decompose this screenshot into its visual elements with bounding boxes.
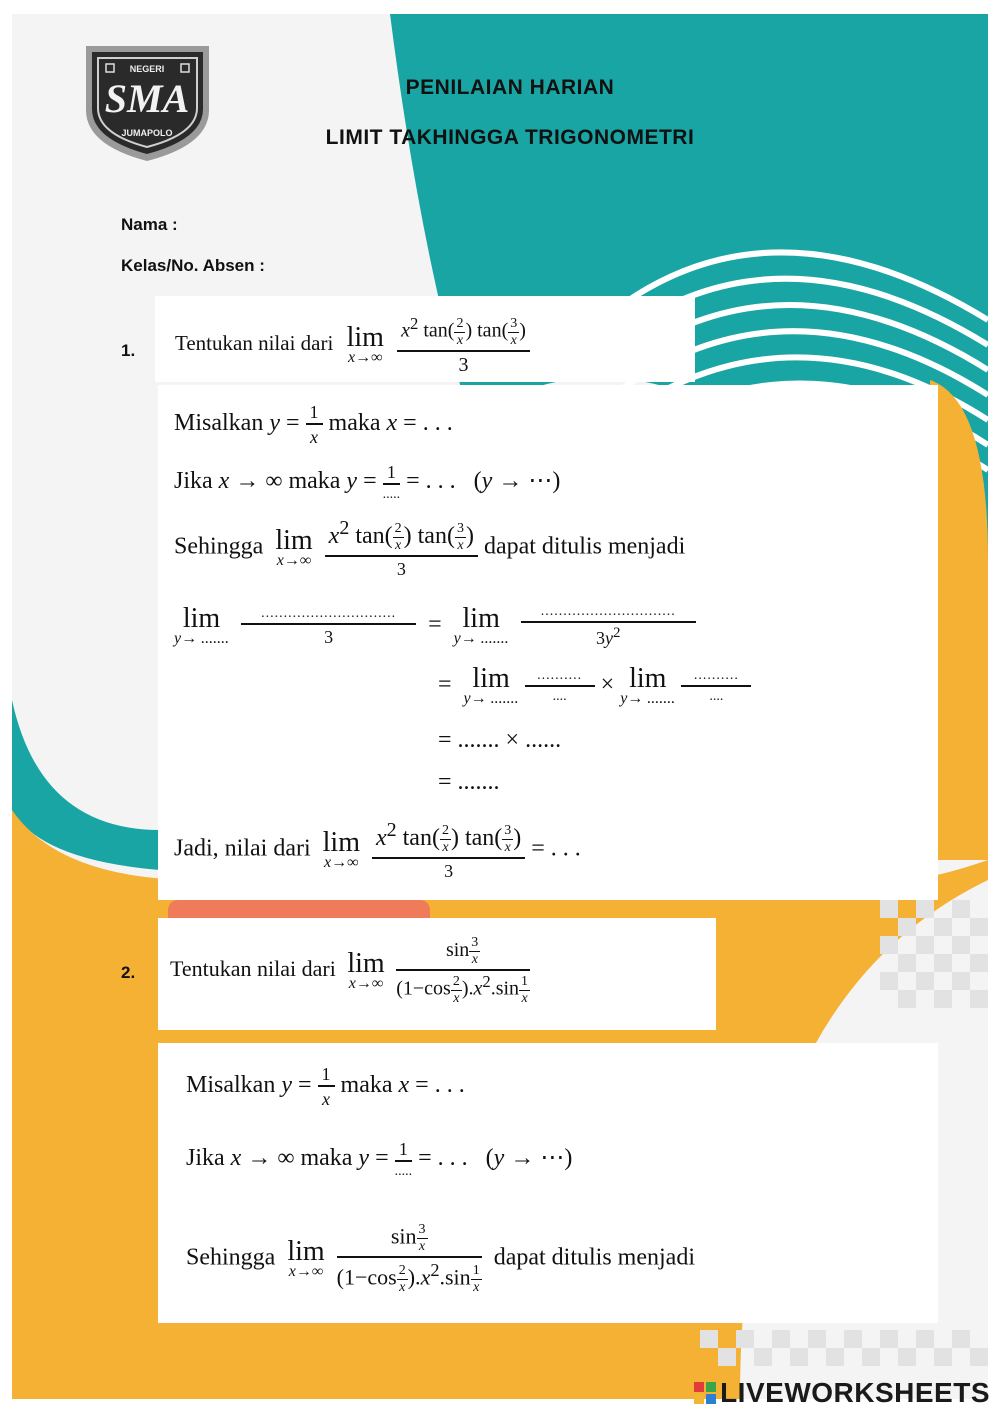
logo-top-text: NEGERI (129, 64, 165, 74)
liveworksheets-watermark (693, 1377, 990, 1409)
school-logo (80, 40, 215, 165)
question-1-work-panel: Misalkan y = $\frac{1}{x}$ maka x = . . . Jika x → ∞ maka y = $\frac{1}{.....}$ = . . . (y → ⋯) Sehingga lim x→∞ $x^2$ tan( $\frac{2}{x}$ ) tan( $\frac{3}{x}$ ) 3 dapat ditulis menjadi lim y→ ....... $\frac{..............................}{3}$ = lim y→ ....... $\frac{..............................}{3y^2}$ = lim y→ ....... $\frac{..........}{....}$ × lim y→ ....... $\frac{..........}{....}$ = ....... × ...... = ....... Jadi, nilai dari lim x→∞ $x^2$ tan( $\frac{2}{x}$ ) tan( $\frac{3}{x}$ ) 3 = . . . (158, 385, 938, 900)
q2-jika: Jika (186, 1145, 225, 1172)
q1-maka-1: maka (328, 410, 381, 437)
question-2-number: 2. (121, 963, 136, 982)
question-1-prompt: Tentukan nilai dari (175, 331, 334, 356)
q2-misalkan: Misalkan (186, 1072, 276, 1099)
logo-monogram: SMA (104, 76, 190, 121)
title-line-2: LIMIT TAKHINGGA TRIGONOMETRI (325, 126, 695, 149)
q1-jadi: Jadi, nilai dari (174, 835, 311, 862)
question-1-prompt-panel: Tentukan nilai dari lim x→∞ $x^2$ tan( $\frac{2}{x}$ ) tan( $\frac{3}{x}$ ) 3 (155, 296, 695, 382)
q1-sehingga: Sehingga (174, 533, 264, 560)
watermark-text: LIVEWORKSHEETS (720, 1377, 990, 1408)
question-2-prompt: Tentukan nilai dari (170, 955, 336, 981)
q1-jika: Jika (174, 468, 213, 495)
q2-dapat: dapat ditulis menjadi (493, 1244, 695, 1271)
q2-sehingga: Sehingga (186, 1244, 276, 1271)
name-label: Nama : (121, 215, 178, 234)
q2-maka-1: maka (340, 1072, 393, 1099)
q1-maka-2: maka (288, 468, 341, 495)
liveworksheets-logo-icon (693, 1381, 717, 1405)
question-2-prompt-panel: Tentukan nilai dari lim x→∞ sin $\frac{3}{x}$ (1−cos $\frac{2}{x}$ )$.x^2.\sin$ $\frac{1}{x}$ (158, 918, 716, 1030)
q2-maka-2: maka (300, 1145, 353, 1172)
class-label: Kelas/No. Absen : (121, 256, 265, 275)
q1-dapat: dapat ditulis menjadi (483, 533, 686, 560)
logo-bottom-text: JUMAPOLO (121, 128, 173, 138)
title-line-1: PENILAIAN HARIAN (405, 76, 615, 99)
question-1-number: 1. (121, 341, 136, 360)
question-2-work-panel: Misalkan y = $\frac{1}{x}$ maka x = . . . Jika x → ∞ maka y = $\frac{1}{.....}$ = . . . (y → ⋯) Sehingga lim x→∞ sin $\frac{3}{x}$ (1−cos $\frac{2}{x}$ )$.x^2.\sin$ $\frac{1}{x}$ dapat ditulis menjadi (158, 1043, 938, 1323)
q1-misalkan: Misalkan (174, 410, 264, 437)
